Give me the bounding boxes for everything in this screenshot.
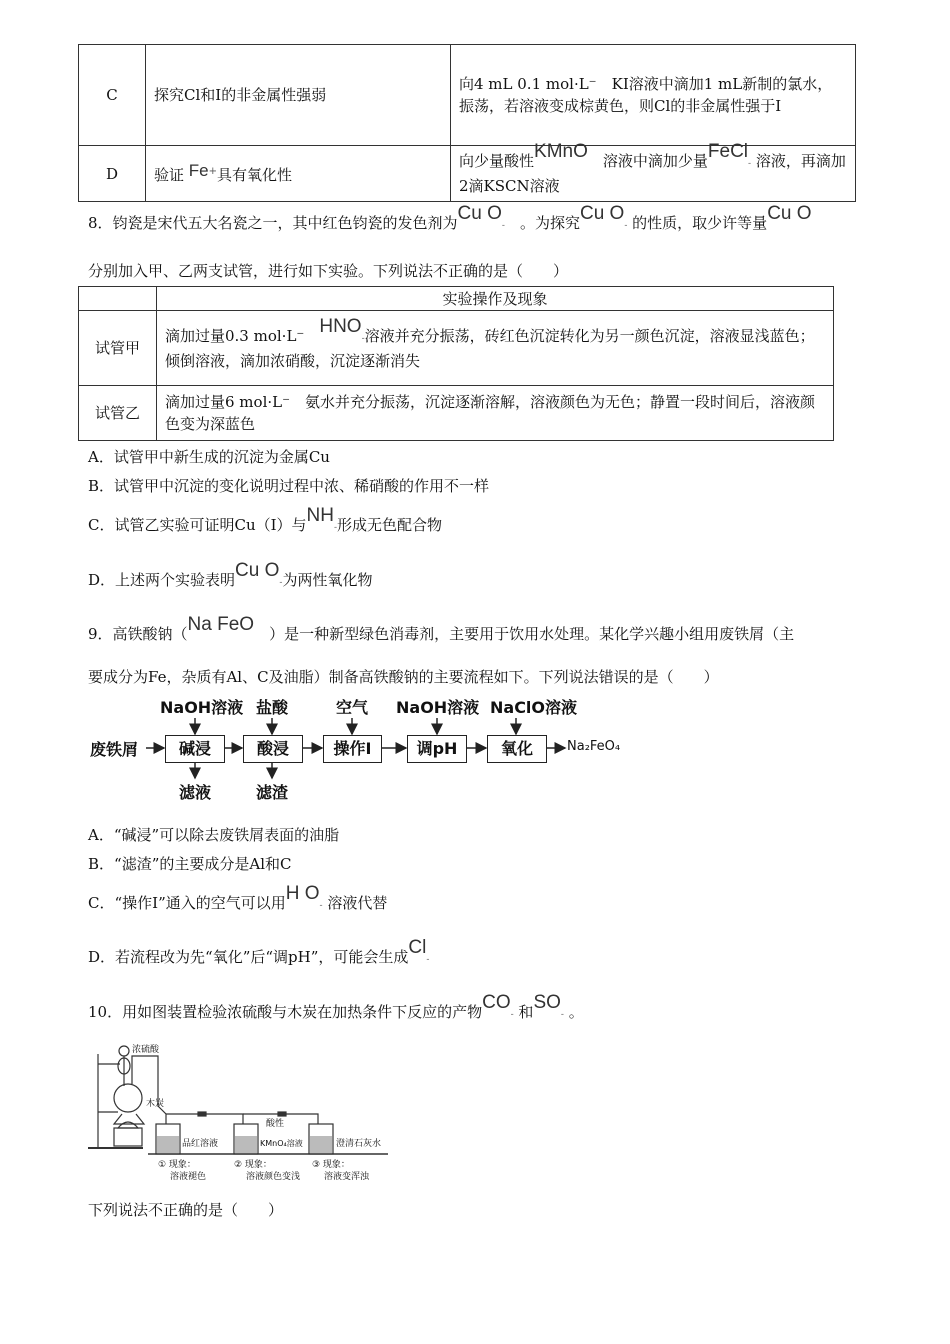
q8-option-d: D．上述两个实验表明Cu O-为两性氧化物: [88, 560, 373, 589]
formula: KMnO: [534, 141, 588, 162]
text: 为两性氧化物: [282, 571, 373, 589]
q8-stem-line1: 8．钧瓷是宋代五大名瓷之一，其中红色钧瓷的发色剂为Cu O- 。为探究Cu O- 的性质，取少许等量Cu O: [88, 203, 812, 232]
row-label: 试管甲: [79, 311, 157, 386]
op-text: 向4 mL 0.1 mol·L⁻: [459, 75, 597, 93]
q8-option-b: B．试管甲中沉淀的变化说明过程中浓、稀硝酸的作用不一样: [88, 477, 490, 495]
obs-3-text: 溶液变浑浊: [324, 1172, 370, 1182]
obs-3-title: ③ 现象：: [312, 1160, 350, 1170]
q9-option-c: C．“操作Ⅰ”通入的空气可以用H O- 溶液代替: [88, 883, 388, 912]
text: 和: [518, 1003, 534, 1021]
text: 溶液并充分振荡，砖红色沉淀转化为另一颜色沉淀，溶液显浅蓝色；倾倒溶液，滴加浓硝酸，沉淀逐渐消失: [165, 326, 815, 370]
formula-so2: SO: [533, 992, 561, 1013]
formula: Fe: [188, 161, 209, 180]
label-bottle-2-top: 酸性: [266, 1119, 285, 1129]
formula-hno3: HNO: [319, 315, 362, 337]
text: 10．用如图装置检验浓硫酸与木炭在加热条件下反应的产物: [88, 1003, 483, 1021]
text: 溶液代替: [327, 894, 388, 912]
superscript: +: [208, 166, 218, 177]
obs-2-title: ② 现象：: [234, 1160, 272, 1170]
row-letter: D: [79, 146, 146, 202]
flow-input-4: NaOH溶液: [396, 698, 480, 717]
obs-1-title: ① 现象：: [158, 1160, 196, 1170]
text: ）是一种新型绿色消毒剂，主要用于饮用水处理。某化学兴趣小组用废铁屑（主: [269, 625, 795, 643]
text: 溶液中滴加少量: [602, 152, 708, 170]
q9-option-b: B．“滤渣”的主要成分是Al和C: [88, 855, 292, 873]
formula-cu2o: Cu O: [235, 560, 280, 581]
q9-option-a: A．“碱浸”可以除去废铁屑表面的油脂: [88, 826, 340, 844]
q10-apparatus-diagram: [88, 1036, 398, 1186]
row-label: 试管乙: [79, 386, 157, 441]
label-charcoal: 木炭: [146, 1099, 165, 1109]
q8-row-jia: [79, 311, 834, 386]
q8-row-yi: [79, 386, 834, 441]
text: 溶液，再滴加2滴KSCN溶液: [459, 152, 846, 195]
q8-table: [78, 286, 834, 441]
text: 向少量酸性: [459, 152, 535, 170]
text: D．上述两个实验表明: [88, 571, 236, 589]
flow-step-alkali-leach: 碱浸: [165, 735, 225, 763]
text: D．若流程改为先“氧化”后“调pH”，可能会生成: [88, 948, 409, 966]
flow-output-filtrate: 滤液: [179, 783, 212, 802]
formula-h2o2: H O: [285, 883, 320, 904]
formula-cu2o: Cu O: [457, 203, 502, 224]
flow-input-5: NaClO溶液: [490, 698, 578, 717]
text: C．“操作Ⅰ”通入的空气可以用: [88, 894, 286, 912]
obs-1-text: 溶液褪色: [170, 1172, 207, 1182]
text: 形成无色配合物: [337, 516, 443, 534]
label-bottle-1: 品红溶液: [182, 1139, 219, 1149]
text: C．试管乙实验可证明Cu（Ⅰ）与: [88, 516, 307, 534]
flow-start: 废铁屑: [90, 740, 139, 759]
row-operation: [451, 45, 856, 146]
label-bottle-3: 澄清石灰水: [336, 1139, 382, 1149]
flow-output-residue: 滤渣: [256, 783, 289, 802]
label-bottle-2: KMnO₄溶液: [260, 1139, 303, 1148]
empty-cell: [79, 287, 157, 311]
text: 滴加过量0.3 mol·L⁻: [165, 326, 305, 345]
text: 。: [568, 1003, 584, 1021]
q7-row-d: [79, 146, 856, 202]
flow-step-oxidize: 氧化: [487, 735, 547, 763]
flow-step-acid-leach: 酸浸: [243, 735, 303, 763]
q9-stem-line2: 要成分为Fe，杂质有Al、C及油脂）制备高铁酸钠的主要流程如下。下列说法错误的是（ ）: [88, 668, 719, 686]
text: 9．高铁酸钠（: [88, 625, 188, 643]
text: 验证: [154, 166, 185, 184]
row-operation: 向少量酸性KMnO 溶液中滴加少量FeCl- 溶液，再滴加2滴KSCN溶液: [451, 146, 856, 202]
row-purpose: [146, 146, 451, 202]
row-content: 滴加过量6 mol·L⁻ 氨水并充分振荡，沉淀逐渐溶解，溶液颜色为无色；静置一段时间后，溶液颜色变为深蓝色: [157, 386, 834, 441]
flow-step-adjust-ph: 调pH: [407, 735, 467, 763]
label-acid: 浓硫酸: [132, 1045, 160, 1055]
q8-option-a: A．试管甲中新生成的沉淀为金属Cu: [88, 448, 330, 466]
formula-cu2o: Cu O: [767, 203, 812, 224]
q9-option-d: D．若流程改为先“氧化”后“调pH”，可能会生成Cl-: [88, 937, 430, 966]
q8-stem-line2: 分别加入甲、乙两支试管，进行如下实验。下列说法不正确的是（ ）: [88, 262, 569, 280]
row-purpose: 探究Cl和Ⅰ的非金属性强弱: [146, 45, 451, 146]
text: 的性质，取少许等量: [632, 214, 768, 232]
formula-co2: CO: [482, 992, 511, 1013]
q8-option-c: C．试管乙实验可证明Cu（Ⅰ）与NH-形成无色配合物: [88, 505, 443, 534]
flow-input-1: NaOH溶液: [160, 698, 244, 717]
op-text: KI溶液中滴加1 mL新制的氯水，振荡，若溶液变成棕黄色，则Cl的非金属性强于I: [459, 75, 833, 115]
flow-input-2: 盐酸: [256, 698, 289, 717]
q10-stem: 10．用如图装置检验浓硫酸与木炭在加热条件下反应的产物CO- 和SO- 。: [88, 992, 584, 1021]
row-letter: C: [79, 45, 146, 146]
obs-2-text: 溶液颜色变浅: [246, 1172, 301, 1182]
formula-cu2o: Cu O: [579, 203, 625, 224]
q9-flow-diagram: [0, 690, 950, 810]
row-content: 滴加过量0.3 mol·L⁻ HNO-溶液并充分振荡，砖红色沉淀转化为另一颜色沉淀，溶液显浅蓝色；倾倒溶液，滴加浓硝酸，沉淀逐渐消失: [157, 311, 834, 386]
flow-product: Na₂FeO₄: [567, 739, 621, 754]
q10-question: 下列说法不正确的是（ ）: [88, 1201, 284, 1219]
flow-step-operation-1: 操作Ⅰ: [323, 735, 382, 763]
formula-cl2: Cl: [408, 937, 427, 958]
text: 具有氧化性: [217, 166, 293, 184]
q7-row-c: [79, 45, 856, 146]
flow-input-3: 空气: [336, 698, 369, 717]
q9-stem-line1: [88, 614, 795, 645]
table-header: 实验操作及现象: [157, 287, 834, 311]
text: 。为探究: [519, 214, 580, 232]
formula: FeCl: [707, 141, 749, 162]
q7-table: [78, 44, 856, 202]
formula-nh3: NH: [306, 505, 334, 526]
formula-na2feo4: Na FeO: [187, 614, 255, 635]
text: 8．钧瓷是宋代五大名瓷之一，其中红色钧瓷的发色剂为: [88, 214, 458, 232]
